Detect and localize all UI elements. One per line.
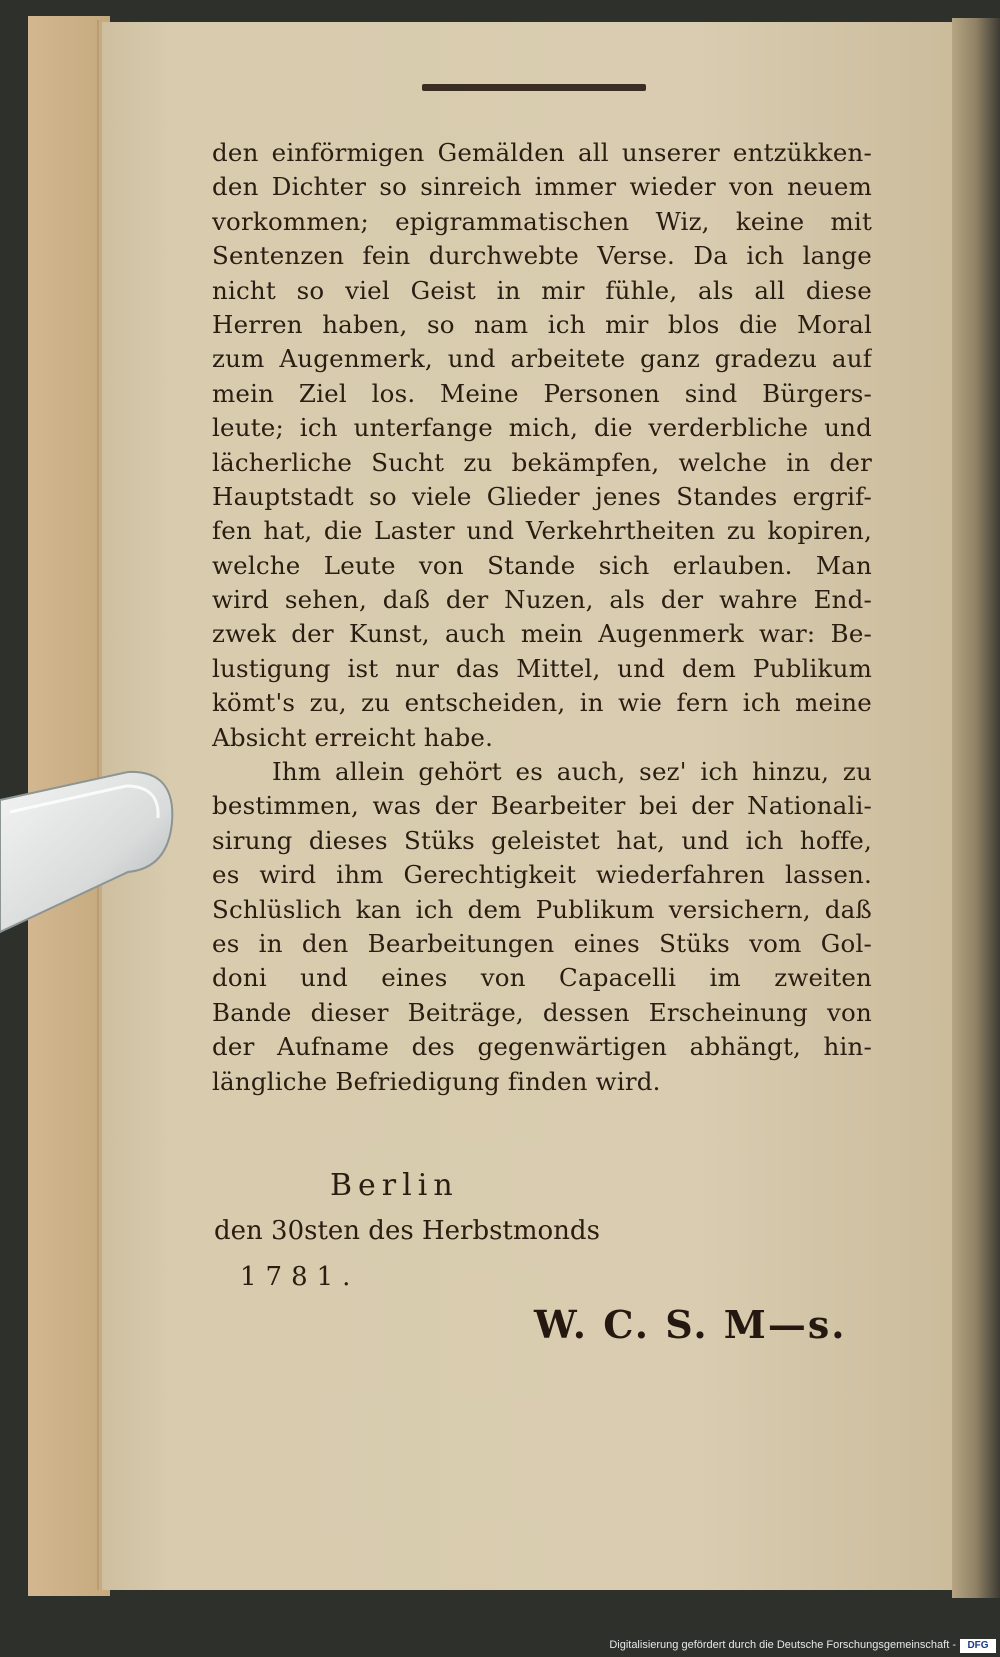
text-line: der Aufname des gegenwärtigen abhängt, hin-: [212, 1032, 872, 1062]
text-line: lächerliche Sucht zu bekämpfen, welche in der: [212, 447, 872, 477]
text-line: Hauptstadt so viele Glieder jenes Standes ergrif-: [212, 481, 872, 511]
text-line: es wird ihm Gerechtigkeit wiederfahren lassen.: [212, 860, 872, 890]
author-signature: W. C. S. M—s.: [534, 1302, 847, 1347]
text-line: zwek der Kunst, auch mein Augenmerk war: Be-: [212, 619, 872, 649]
text-line: Herren haben, so nam ich mir blos die Moral: [212, 309, 872, 339]
date-line: den 30sten des Herbstmonds: [214, 1216, 600, 1246]
place-name: Berlin: [330, 1168, 459, 1203]
text-line: mein Ziel los. Meine Personen sind Bürgers-: [212, 378, 872, 408]
text-line: lustigung ist nur das Mittel, und dem Publikum: [212, 653, 872, 683]
text-line: Ihm allein gehört es auch, sez' ich hinzu, zu: [272, 757, 872, 787]
text-line: es in den Bearbeitungen eines Stüks vom Gol-: [212, 928, 872, 958]
text-line: vorkommen; epigrammatischen Wiz, keine mit: [212, 206, 872, 236]
text-line: welche Leute von Stande sich erlauben. Man: [212, 550, 872, 580]
text-line: Bande dieser Beiträge, dessen Erscheinung von: [212, 997, 872, 1027]
year: 1781.: [240, 1262, 360, 1292]
text-line: den einförmigen Gemälden all unserer entzükken-: [212, 138, 872, 167]
text-line: Schlüslich kan ich dem Publikum versichern, daß: [212, 894, 872, 924]
top-ornamental-rule: [422, 84, 646, 91]
text-line: sirung dieses Stüks geleistet hat, und ich hoffe,: [212, 825, 872, 855]
book-gutter: [952, 18, 1000, 1598]
text-line: kömt's zu, zu entscheiden, in wie fern ich meine: [212, 688, 872, 718]
text-line: bestimmen, was der Bearbeiter bei der Nationali-: [212, 791, 872, 821]
text-line: Sentenzen fein durchwebte Verse. Da ich lange: [212, 241, 872, 271]
text-line: doni und eines von Capacelli im zweiten: [212, 963, 872, 993]
digitization-credit: Digitalisierung gefördert durch die Deutsche Forschungsgemeinschaft -: [609, 1639, 956, 1651]
text-line: Absicht erreicht habe.: [212, 722, 494, 752]
text-line: fen hat, die Laster und Verkehrtheiten zu kopiren,: [212, 516, 872, 546]
body-text: [212, 136, 872, 1099]
text-line: den Dichter so sinreich immer wieder von neuem: [212, 172, 872, 202]
text-line: wird sehen, daß der Nuzen, als der wahre End-: [212, 585, 872, 615]
text-line: leute; ich unterfange mich, die verderbliche und: [212, 413, 872, 443]
text-line: längliche Befriedigung finden wird.: [212, 1066, 661, 1096]
text-line: zum Augenmerk, und arbeitete ganz gradezu auf: [212, 344, 872, 374]
text-line: nicht so viel Geist in mir fühle, als all diese: [212, 275, 872, 305]
dfg-logo: DFG: [960, 1639, 996, 1653]
